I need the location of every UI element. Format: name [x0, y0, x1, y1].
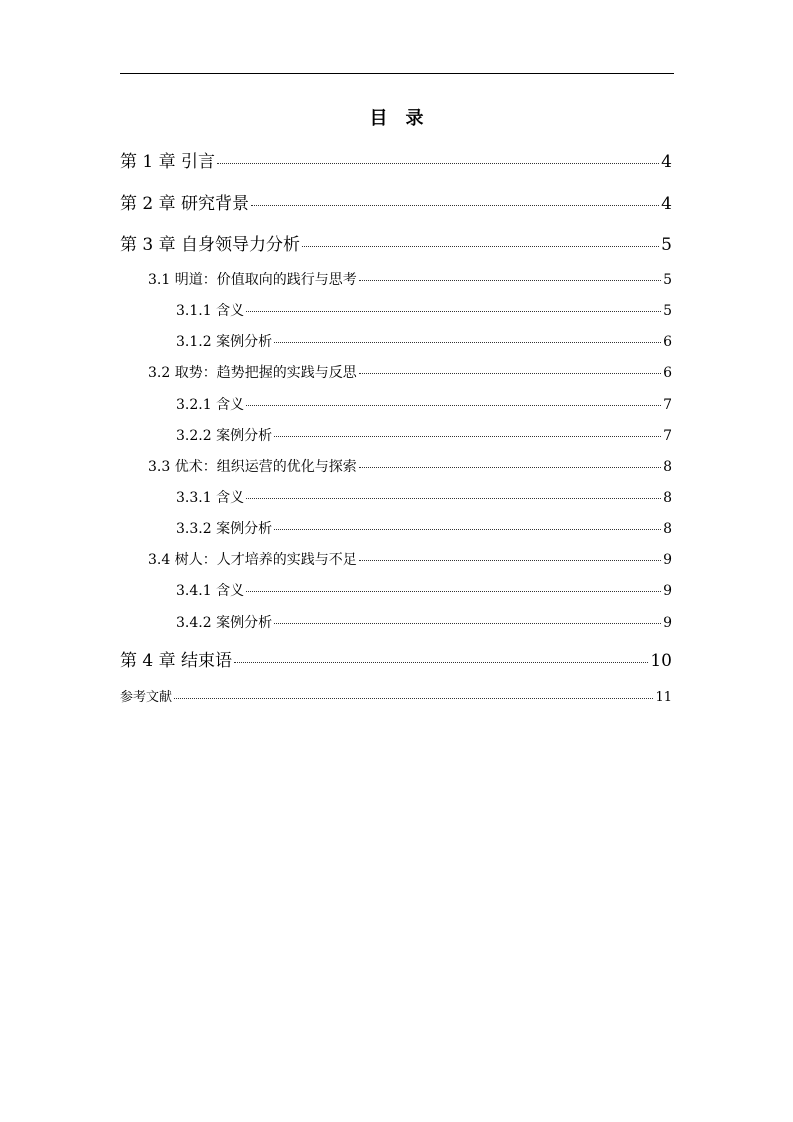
toc-entry-label: 3.4 树人：人才培养的实践与不足: [148, 552, 357, 568]
toc-entry-page: 5: [661, 235, 672, 255]
toc-entry-section-3-4-2[interactable]: [176, 612, 672, 632]
dot-leader: [251, 205, 659, 206]
toc-entry-label: 3.3.1 含义: [176, 490, 245, 506]
dot-leader: [246, 498, 661, 499]
toc-entry-label: 第 2 章 研究背景: [120, 194, 250, 214]
toc-entry-section-3-1-1[interactable]: [176, 300, 672, 320]
dot-leader: [246, 405, 661, 406]
toc-entry-chapter-2[interactable]: [120, 189, 672, 213]
toc-entry-page: 5: [663, 272, 672, 288]
toc-entry-label: 3.2.1 含义: [176, 397, 245, 413]
toc-entry-label: 3.1.1 含义: [176, 303, 245, 319]
dot-leader: [274, 436, 661, 437]
toc-entry-label: 3.2 取势：趋势把握的实践与反思: [148, 365, 357, 381]
toc-entry-section-3-1[interactable]: [148, 269, 672, 289]
toc-entry-label: 第 4 章 结束语: [120, 651, 233, 671]
dot-leader: [274, 342, 661, 343]
toc-entry-section-3-2-1[interactable]: [176, 394, 672, 414]
toc-entry-page: 8: [663, 490, 672, 506]
dot-leader: [174, 698, 653, 699]
toc-entry-label: 3.4.1 含义: [176, 583, 245, 599]
toc-entry-page: 7: [663, 428, 672, 444]
dot-leader: [302, 246, 659, 247]
toc-entry-section-3-3-1[interactable]: [176, 487, 672, 507]
dot-leader: [217, 163, 659, 164]
toc-entry-page: 8: [663, 459, 672, 475]
toc-entry-page: 9: [663, 583, 672, 599]
toc-entry-section-3-4-1[interactable]: [176, 580, 672, 600]
toc-entry-label: 3.2.2 案例分析: [176, 428, 273, 444]
toc-entry-page: 9: [663, 615, 672, 631]
toc-entry-section-3-3[interactable]: [148, 456, 672, 476]
toc-entry-label: 参考文献: [120, 690, 173, 705]
toc-entry-label: 3.3 优术：组织运营的优化与探索: [148, 459, 357, 475]
toc-entry-label: 3.1 明道：价值取向的践行与思考: [148, 272, 357, 288]
dot-leader: [359, 373, 661, 374]
toc-entry-page: 4: [661, 194, 672, 214]
dot-leader: [359, 280, 661, 281]
toc-entry-label: 3.3.2 案例分析: [176, 521, 273, 537]
toc-entry-page: 8: [663, 521, 672, 537]
dot-leader: [359, 467, 661, 468]
toc-entry-page: 7: [663, 397, 672, 413]
toc-entry-chapter-4[interactable]: [120, 646, 672, 670]
toc-entry-page: 6: [663, 365, 672, 381]
toc-entry-label: 3.1.2 案例分析: [176, 334, 273, 350]
toc-entry-chapter-1[interactable]: [120, 147, 672, 171]
toc-entry-label: 第 1 章 引言: [120, 152, 216, 172]
dot-leader: [359, 560, 661, 561]
toc-entry-page: 9: [663, 552, 672, 568]
toc-entry-references[interactable]: [120, 686, 672, 704]
toc-entry-section-3-4[interactable]: [148, 549, 672, 569]
toc-entry-page: 11: [655, 690, 672, 705]
toc-entry-page: 4: [661, 152, 672, 172]
toc-entry-section-3-2[interactable]: [148, 362, 672, 382]
dot-leader: [274, 623, 661, 624]
toc-entry-section-3-1-2[interactable]: [176, 331, 672, 351]
toc-title: 目 录: [369, 108, 424, 129]
dot-leader: [274, 529, 661, 530]
toc-entry-page: 5: [663, 303, 672, 319]
toc-entry-label: 第 3 章 自身领导力分析: [120, 235, 301, 255]
toc-entry-section-3-2-2[interactable]: [176, 425, 672, 445]
dot-leader: [246, 311, 661, 312]
toc-entry-page: 6: [663, 334, 672, 350]
dot-leader: [246, 591, 661, 592]
dot-leader: [234, 662, 648, 663]
toc-entry-page: 10: [650, 651, 672, 671]
toc-entry-chapter-3[interactable]: [120, 230, 672, 254]
toc-entry-section-3-3-2[interactable]: [176, 518, 672, 538]
toc-entry-label: 3.4.2 案例分析: [176, 615, 273, 631]
